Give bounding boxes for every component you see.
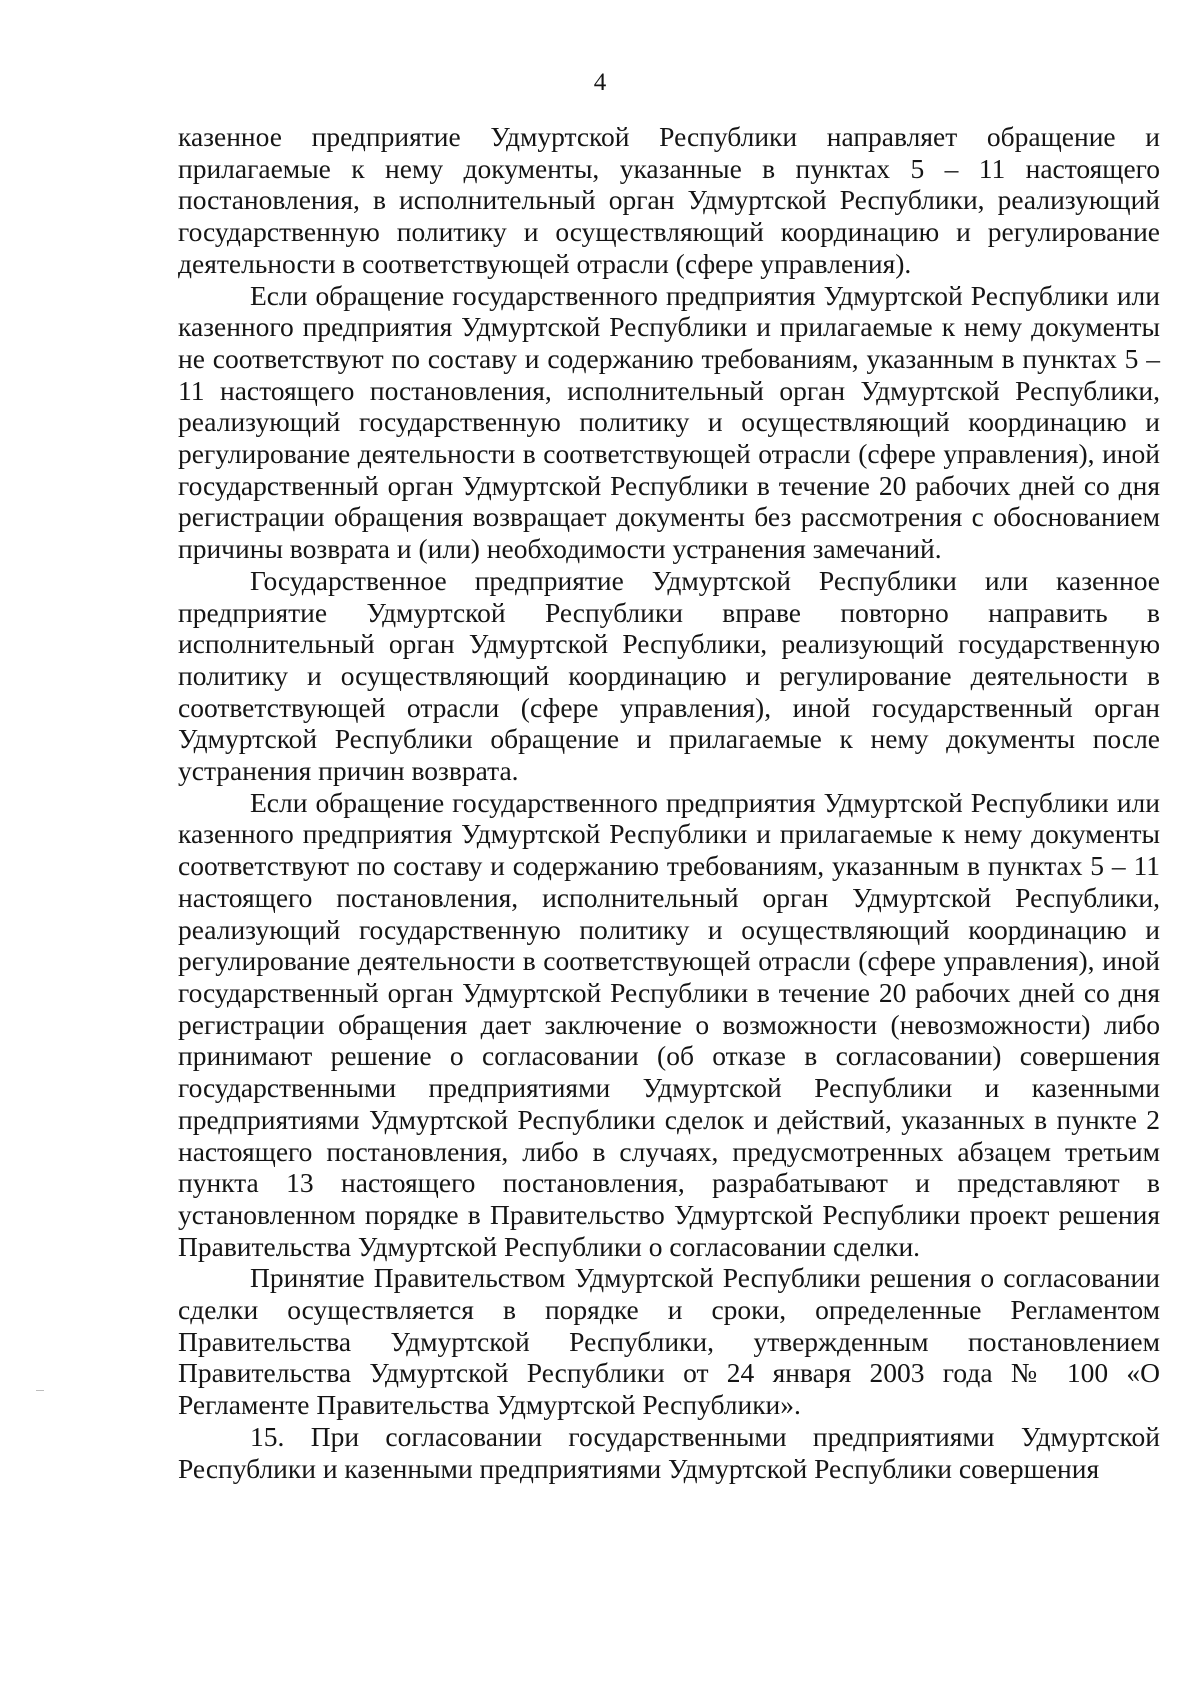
paragraph-return-documents: Если обращение государственного предприятия Удмуртской Республики или казенного предприятия Удмуртской Республики и прилагаемые к нему документы не соответствуют по составу и содержанию требованиям, указанным в пунктах 5 – 11 настоящего постановления, исполнительный орган Удмуртской Республики, реализующий государственную политику и осуществляющий координацию и регулирование деятельности в соответствующей отрасли (сфере управления), иной государственный орган Удмуртской Республики в течение 20 рабочих дней со дня регистрации обращения возвращает документы без рассмотрения с обоснованием причины возврата и (или) необходимости устранения замечаний. xyxy=(178,279,1160,565)
document-body xyxy=(178,121,1160,1484)
paragraph-item-15: 15. При согласовании государственными предприятиями Удмуртской Республики и казенными предприятиями Удмуртской Республики совершения xyxy=(178,1420,1160,1484)
paragraph-resubmission: Государственное предприятие Удмуртской Республики или казенное предприятие Удмуртской Республики вправе повторно направить в исполнительный орган Удмуртской Республики, реализующий государственную политику и осуществляющий координацию и регулирование деятельности в соответствующей отрасли (сфере управления), иной государственный орган Удмуртской Республики обращение и прилагаемые к нему документы после устранения причин возврата. xyxy=(178,564,1160,787)
paragraph-government-decision: Принятие Правительством Удмуртской Республики решения о согласовании сделки осуществляется в порядке и сроки, определенные Регламентом Правительства Удмуртской Республики, утвержденным постановлением Правительства Удмуртской Республики от 24 января 2003 года № 100 «О Регламенте Правительства Удмуртской Республики». xyxy=(178,1262,1160,1421)
paragraph-approval-conclusion: Если обращение государственного предприятия Удмуртской Республики или казенного предприятия Удмуртской Республики и прилагаемые к нему документы соответствуют по составу и содержанию требованиям, указанным в пунктах 5 – 11 настоящего постановления, исполнительный орган Удмуртской Республики, реализующий государственную политику и осуществляющий координацию и регулирование деятельности в соответствующей отрасли (сфере управления), иной государственный орган Удмуртской Республики в течение 20 рабочих дней со дня регистрации обращения дает заключение о возможности (невозможности) либо принимают решение о согласовании (об отказе в согласовании) совершения государственными предприятиями Удмуртской Республики и казенными предприятиями Удмуртской Республики сделок и действий, указанных в пункте 2 настоящего постановления, либо в случаях, предусмотренных абзацем третьим пункта 13 настоящего постановления, разрабатывают и представляют в установленном порядке в Правительство Удмуртской Республики проект решения Правительства Удмуртской Республики о согласовании сделки. xyxy=(178,786,1160,1262)
page-number: 4 xyxy=(593,69,607,96)
scan-margin-mark xyxy=(36,1390,44,1391)
paragraph-continuation: казенное предприятие Удмуртской Республики направляет обращение и прилагаемые к нему документы, указанные в пунктах 5 – 11 настоящего постановления, в исполнительный орган Удмуртской Республики, реализующий государственную политику и осуществляющий координацию и регулирование деятельности в соответствующей отрасли (сфере управления). xyxy=(178,121,1160,279)
